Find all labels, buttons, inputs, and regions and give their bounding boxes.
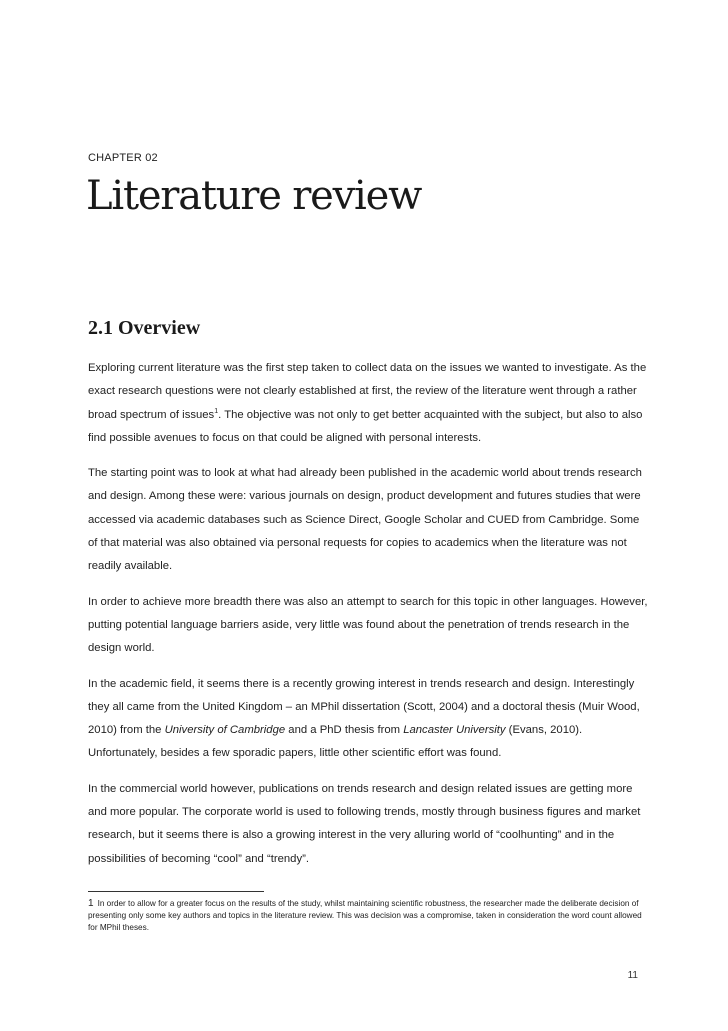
- paragraph-1-text-a: Exploring current literature was the first step taken to collect data on the issues we wanted to investigate. As the exact research questions were not clearly established at first, the review of the literature went through a rather broad spectrum of issues: [88, 362, 647, 421]
- footnote-marker: 1: [88, 898, 94, 909]
- paragraph-2: The starting point was to look at what had already been published in the academic world about trends research and design. Among these were: various journals on design, product development and futures studies that were accessed via academic databases such as Science Direct, Google Scholar and CUED from Cambridge. Some of that material was also obtained via personal requests for copies to academics when the literature was not readily available.: [88, 467, 642, 573]
- footnote-text: In order to allow for a greater focus on the results of the study, whilst maintaining scientific robustness, the researcher made the deliberate decision of presenting only some key authors and topics in the literature review. This was decision was a compromise, taken in consideration the word count allowed for MPhil theses.: [88, 899, 642, 932]
- paragraph-4-text-a: In the academic field, it seems there is a recently growing interest in trends research and design. Interestingly they all came from the United Kingdom – an MPhil dissertation (Scott, 2004) and a doctoral thesis (Muir Wood, 2010) from the: [88, 677, 640, 737]
- body-text: [88, 357, 648, 883]
- institution-lancaster: Lancaster University: [403, 724, 506, 737]
- chapter-label: CHAPTER 02: [88, 152, 158, 164]
- paragraph-3: In order to achieve more breadth there was also an attempt to search for this topic in other languages. However, putting potential language barriers aside, very little was found about the penetration of trends research in the design world.: [88, 595, 648, 655]
- paragraph-4: [88, 673, 648, 766]
- footnote: [88, 898, 648, 934]
- page-number: 11: [627, 970, 638, 981]
- paragraph-4-text-c: (Evans, 2010). Unfortunately, besides a few sporadic papers, little other scientific effort was found.: [88, 724, 583, 760]
- paragraph-1-text-b: . The objective was not only to get better acquainted with the subject, but also to also find possible avenues to focus on that could be aligned with personal interests.: [88, 408, 643, 444]
- paragraph-4-text-b: and a PhD thesis from: [285, 724, 404, 737]
- section-heading: 2.1 Overview: [88, 317, 201, 339]
- institution-cambridge: University of Cambridge: [164, 724, 286, 737]
- paragraph-1: [88, 357, 648, 450]
- paragraph-5: In the commercial world however, publications on trends research and design related issues are getting more and more popular. The corporate world is used to following trends, mostly through business figures and market research, but it seems there is also a growing interest in the very alluring world of “coolhunting” and in the possibilities of becoming “cool” and “trendy”.: [88, 782, 641, 865]
- chapter-title: Literature review: [86, 173, 422, 219]
- footnote-divider: [88, 891, 264, 892]
- footnote-reference[interactable]: 1: [214, 407, 219, 415]
